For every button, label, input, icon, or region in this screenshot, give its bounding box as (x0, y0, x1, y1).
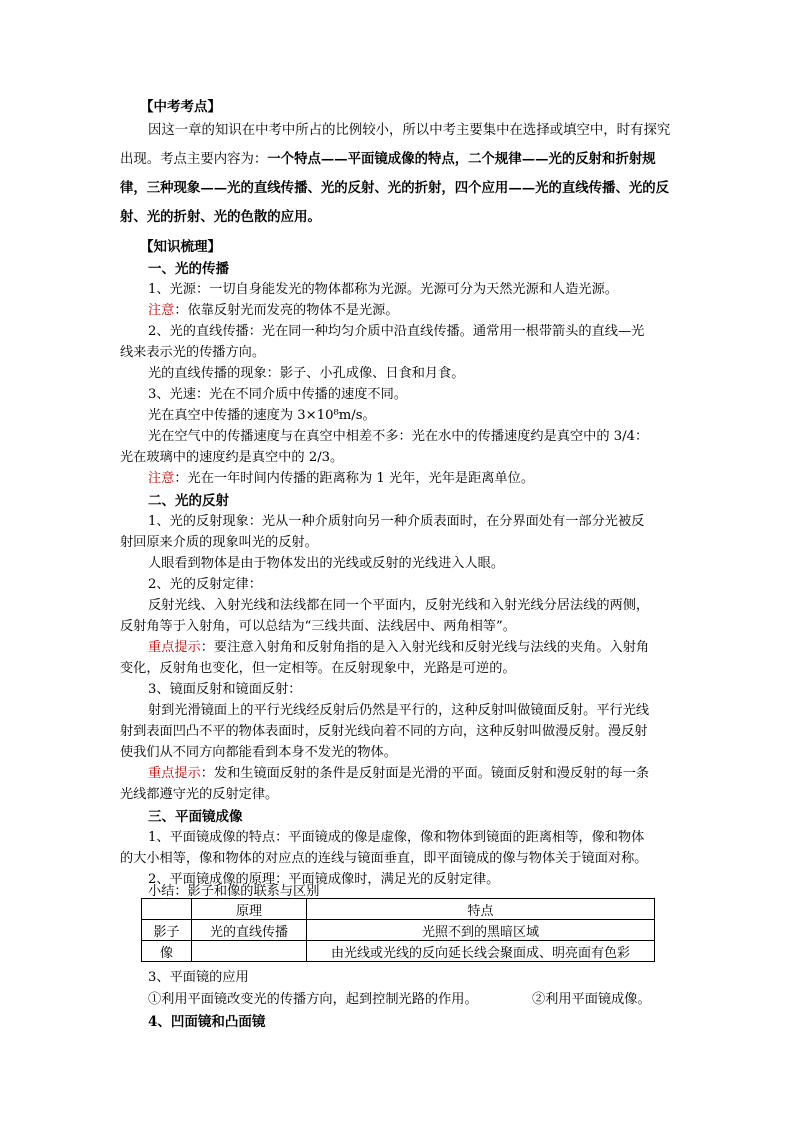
text-mirror-reflection-3: 使我们从不同方向都能看到本身不发光的物体。 (120, 745, 397, 760)
text-plane-mirror-application: 3、平面镜的应用 (148, 970, 249, 985)
text-reflection-2: 射回原来介质的现象叫光的反射。 (120, 535, 318, 550)
note-text: ：光在一年时间内传播的距离称为 1 光年，光年是距离单位。 (174, 471, 535, 486)
text-application-1: ①利用平面镜改变光的传播方向，起到控制光路的作用。 (148, 992, 478, 1007)
key-point-text: ：发和生镜面反射的条件是反射面是光滑的平面。镜面反射和漫反射的每一条 (200, 766, 650, 781)
text-plane-mirror-principle: 2、平面镜成像的原理：平面镜成像时，满足光的反射定律。 (148, 872, 500, 887)
table-cell: 特点 (307, 899, 655, 920)
text-straight-line-phenomena: 光的直线传播的现象：影子、小孔成像、日食和月食。 (148, 366, 465, 381)
exam-points-paragraph (120, 117, 676, 232)
text-mirror-reflection-2: 射到表面凹凸不平的物体表面时，反射光线向着不同的方向，这种反射叫做漫反射。漫反射 (120, 724, 648, 739)
text-mirror-reflection-title: 3、镜面反射和镜面反射： (148, 682, 302, 697)
note-label: 注意 (148, 303, 175, 318)
text-plane-mirror-2: 的大小相等，像和物体的对应点的连线与镜面垂直，即平面镜成的像与物体关于镜面对称。 (120, 851, 648, 866)
table-cell: 光照不到的黑暗区域 (307, 920, 655, 941)
text-vacuum-speed: 光在真空中传播的速度为 3×10⁸m/s。 (148, 408, 376, 423)
key-point-label: 重点提示 (148, 766, 201, 781)
text-straight-line-1: 2、光的直线传播：光在同一种均匀介质中沿直线传播。通常用一根带箭头的直线—光 (148, 324, 645, 339)
text-summary: 小结：影子和像的联系与区别 (148, 884, 320, 899)
text-reflection-1: 1、光的反射现象：光从一种介质射向另一种介质表面时，在分界面处有一部分光被反 (148, 514, 645, 529)
text-straight-line-2: 线来表示光的传播方向。 (120, 345, 266, 360)
key-point-reflection-2: 变化，反射角也变化，但一定相等。在反射现象中，光路是可逆的。 (120, 661, 516, 676)
key-point-reflection-1 (148, 636, 649, 655)
table-header-row (142, 899, 655, 920)
heading-reflection: 二、光的反射 (148, 493, 229, 509)
text-reflection-law-2: 反射角等于入射角，可以总结为“三线共面、法线居中、两角相等”。 (120, 619, 516, 634)
note-light-source (148, 299, 399, 318)
text-air-speed-1: 光在空气中的传播速度与在真空中相差不多：光在水中的传播速度约是真空中的 3/4： (148, 429, 649, 444)
text-plane-mirror-1: 1、平面镜成像的特点：平面镜成的像是虚像，像和物体到镜面的距离相等，像和物体 (148, 830, 645, 845)
text-light-source: 1、光源：一切自身能发光的物体都称为光源。光源可分为天然光源和人造光源。 (148, 282, 618, 297)
table-cell: 影子 (142, 920, 192, 941)
note-text: ：依靠反射光而发亮的物体不是光源。 (174, 303, 399, 318)
text-light-speed: 3、光速：光在不同介质中传播的速度不同。 (148, 387, 407, 402)
note-label: 注意 (148, 471, 175, 486)
text-application-2: ②利用平面镜成像。 (532, 992, 651, 1007)
exam-points-bold-text: 一个特点——平面镜成像的特点，二个规律——光的反射和折射规律，三种现象——光的直线传播、光的反射、光的折射，四个应用——光的直线传播、光的反射、光的折射、光的色散的应用。 (120, 151, 670, 225)
table-cell: 光的直线传播 (192, 920, 307, 941)
key-point-mirror-2: 光线都遵守光的反射定律。 (120, 787, 279, 802)
table-cell: 原理 (192, 899, 307, 920)
text-human-eye: 人眼看到物体是由于物体发出的光线或反射的光线进入人眼。 (148, 556, 505, 571)
key-point-text: ：要注意入射角和反射角指的是入入射光线和反射光线与法线的夹角。入射角 (200, 640, 650, 655)
text-mirror-reflection-1: 射到光滑镜面上的平行光线经反射后仍然是平行的，这种反射叫做镜面反射。平行光线 (148, 703, 650, 718)
table-cell (142, 899, 192, 920)
key-point-mirror-1 (148, 762, 649, 781)
text-reflection-law-1: 反射光线、入射光线和法线都在同一个平面内，反射光线和入射光线分居法线的两侧， (148, 598, 650, 613)
key-point-label: 重点提示 (148, 640, 201, 655)
shadow-image-table (141, 898, 655, 962)
section-title-exam-points: 【中考考点】 (140, 99, 221, 115)
heading-plane-mirror: 三、平面镜成像 (148, 809, 243, 825)
section-title-knowledge: 【知识梳理】 (140, 239, 221, 255)
text-air-speed-2: 光在玻璃中的速度约是真空中的 2/3。 (120, 450, 344, 465)
exam-points-text: 因这一章的知识在中考中所占的比例较小，所以中考主要集中在选择或填空中，时有探究出现。考点主要内容为： (120, 123, 671, 167)
heading-light-propagation: 一、光的传播 (148, 261, 229, 277)
table-cell (192, 941, 307, 962)
text-reflection-law-title: 2、光的反射定律： (148, 577, 262, 592)
table-cell: 像 (142, 941, 192, 962)
heading-concave-convex: 4、凹面镜和凸面镜 (148, 1014, 266, 1030)
table-row (142, 941, 655, 962)
table-cell: 由光线或光线的反向延长线会聚面成、明亮面有色彩 (307, 941, 655, 962)
note-light-year (148, 467, 534, 486)
table-row (142, 920, 655, 941)
